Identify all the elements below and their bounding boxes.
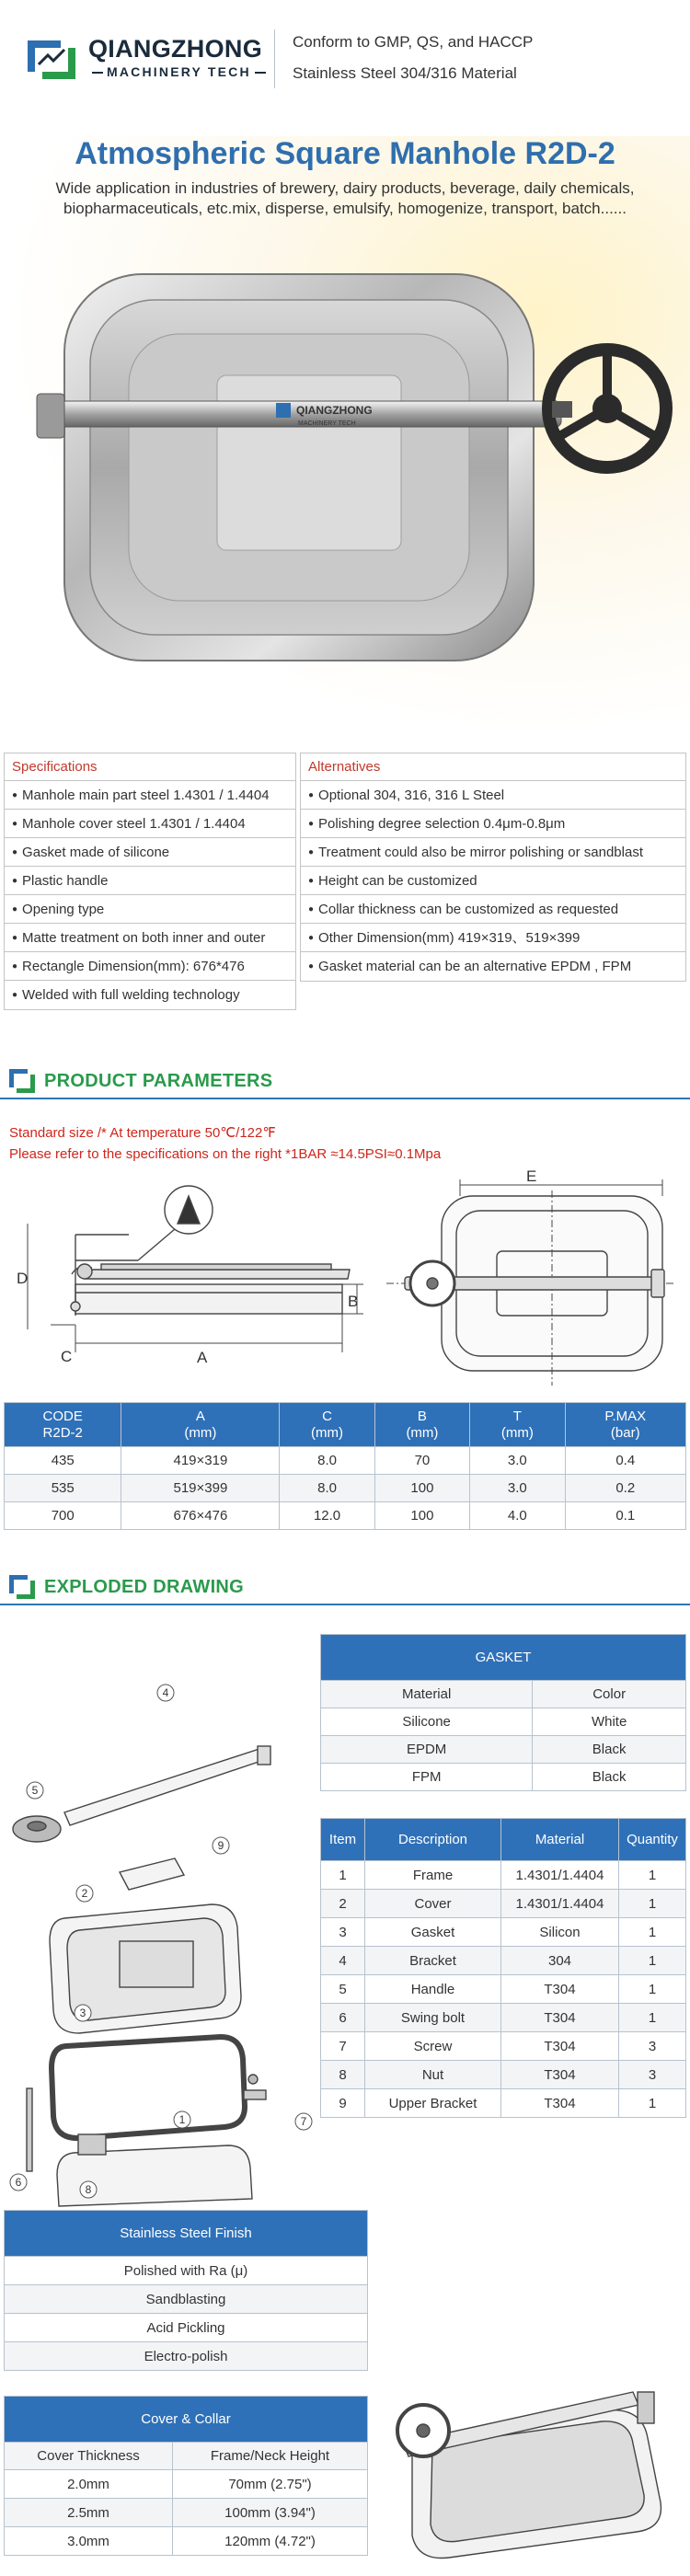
parts-table: Item Description Material Quantity 1 Frame 1.4301/1.4404 1 2 Cover 1.4301/1.4404 1 3 Gasket Silicon 1 4 Bracket 304 1 5 Handle T304 1 6 Swing bolt T304 1 7 Screw T304 3 8 Nut T304 3 9 Upper Bracket T304 1	[320, 1818, 686, 2118]
callout-2: 2	[81, 1887, 88, 1900]
alternatives-title: Alternatives	[301, 753, 685, 781]
alt-item: ● Optional 304, 316, 316 L Steel	[301, 781, 685, 810]
spec-item: ● Manhole main part steel 1.4301 / 1.4404	[5, 781, 295, 810]
finish-table	[4, 2210, 368, 2371]
table-row: 9 Upper Bracket T304 1	[321, 2089, 686, 2118]
product-description: Wide application in industries of brewery, dairy products, beverage, daily chemicals, biopharmaceuticals, etc.mix, disperse, emulsify, homogenize, transport, batch......	[55, 179, 635, 217]
param-header: P.MAX (bar)	[565, 1403, 685, 1447]
spec-item: ● Gasket made of silicone	[5, 838, 295, 867]
table-row: 435 419×319 8.0 70 3.0 0.4	[5, 1447, 686, 1475]
callout-1: 1	[178, 2113, 186, 2126]
param-header: C (mm)	[280, 1403, 374, 1447]
param-header: A (mm)	[121, 1403, 280, 1447]
product-title: Atmospheric Square Manhole R2D-2	[75, 136, 615, 171]
table-row: Electro-polish	[5, 2342, 368, 2371]
spec-item: ● Manhole cover steel 1.4301 / 1.4404	[5, 810, 295, 838]
callout-3: 3	[79, 2007, 86, 2019]
callout-6: 6	[15, 2176, 22, 2189]
spec-item: ● Matte treatment on both inner and outer	[5, 924, 295, 952]
section-title: EXPLODED DRAWING	[44, 1577, 245, 1597]
finish-title: Stainless Steel Finish	[5, 2211, 368, 2257]
callout-8: 8	[85, 2183, 92, 2196]
callout-4: 4	[162, 1686, 169, 1699]
table-row: 3 Gasket Silicon 1	[321, 1918, 686, 1947]
collar-table: Cover & Collar Cover Thickness Frame/Neck Height 2.0mm 70mm (2.75") 2.5mm 100mm (3.94") 3.0mm 120mm (4.72")	[4, 2396, 368, 2556]
exploded-drawing	[0, 1674, 317, 2208]
brand-subtitle: MACHINERY TECH	[88, 64, 270, 79]
specifications-box	[4, 753, 296, 1010]
section-divider	[0, 1604, 690, 1605]
product-parameters-header	[0, 1064, 690, 1100]
svg-text:MACHINERY TECH: MACHINERY TECH	[298, 420, 356, 427]
alt-item: ● Height can be customized	[301, 867, 685, 895]
section-logo-icon	[7, 1573, 37, 1601]
alt-item: ● Treatment could also be mirror polishing or sandblast	[301, 838, 685, 867]
table-row: 5 Handle T304 1	[321, 1975, 686, 2004]
table-row: Silicone White	[321, 1708, 686, 1736]
table-row: 2 Cover 1.4301/1.4404 1	[321, 1890, 686, 1918]
alt-item: ● Collar thickness can be customized as requested	[301, 895, 685, 924]
handwheel-icon	[548, 350, 666, 467]
table-row: 2.5mm 100mm (3.94")	[5, 2499, 368, 2527]
dim-label-b: B	[348, 1293, 359, 1310]
table-row: 7 Screw T304 3	[321, 2032, 686, 2061]
spec-item: ● Opening type	[5, 895, 295, 924]
parameters-table	[4, 1402, 686, 1530]
brand-logo-icon	[24, 37, 79, 83]
header-line-2: Stainless Steel 304/316 Material	[293, 64, 517, 82]
section-divider	[0, 1098, 690, 1099]
table-row: Acid Pickling	[5, 2314, 368, 2342]
table-row: Sandblasting	[5, 2285, 368, 2314]
table-row: EPDM Black	[321, 1736, 686, 1764]
pressure-note: Please refer to the specifications on the right *1BAR ≈14.5PSI≈0.1Mpa	[9, 1146, 442, 1162]
specifications-title: Specifications	[5, 753, 295, 781]
dimension-drawing	[0, 1168, 690, 1398]
dim-label-c: C	[61, 1348, 73, 1365]
table-row: 3.0mm 120mm (4.72")	[5, 2527, 368, 2556]
table-row: 535 519×399 8.0 100 3.0 0.2	[5, 1475, 686, 1502]
dim-label-d: D	[17, 1270, 29, 1287]
dim-label-e: E	[526, 1168, 537, 1185]
hero-section	[0, 136, 690, 736]
spec-item: ● Rectangle Dimension(mm): 676*476	[5, 952, 295, 981]
header-divider	[274, 29, 275, 88]
table-row: 6 Swing bolt T304 1	[321, 2004, 686, 2032]
brand-name: QIANGZHONG	[88, 35, 262, 63]
alternatives-box	[300, 753, 686, 982]
alt-item: ● Other Dimension(mm) 419×319、519×399	[301, 924, 685, 952]
table-row: 8 Nut T304 3	[321, 2061, 686, 2089]
param-header: T (mm)	[470, 1403, 565, 1447]
callout-5: 5	[31, 1784, 39, 1797]
table-row: FPM Black	[321, 1764, 686, 1791]
header-line-1: Conform to GMP, QS, and HACCP	[293, 33, 534, 51]
standard-size-note: Standard size /* At temperature 50℃/122℉	[9, 1125, 276, 1141]
svg-text:QIANGZHONG: QIANGZHONG	[296, 404, 373, 417]
table-row: 4 Bracket 304 1	[321, 1947, 686, 1975]
section-title: PRODUCT PARAMETERS	[44, 1071, 273, 1091]
manhole-product-image	[0, 247, 690, 725]
table-row: Polished with Ra (μ)	[5, 2257, 368, 2285]
spec-item: ● Plastic handle	[5, 867, 295, 895]
param-header: CODE R2D-2	[5, 1403, 121, 1447]
alt-item: ● Gasket material can be an alternative EPDM , FPM	[301, 952, 685, 981]
gasket-title: GASKET	[321, 1635, 686, 1681]
section-logo-icon	[7, 1067, 37, 1095]
callout-7: 7	[300, 2115, 307, 2128]
spec-item: ● Welded with full welding technology	[5, 981, 295, 1009]
table-row: 2.0mm 70mm (2.75")	[5, 2470, 368, 2499]
dim-label-a: A	[197, 1349, 208, 1366]
callout-9: 9	[217, 1839, 224, 1852]
table-row: 1 Frame 1.4301/1.4404 1	[321, 1861, 686, 1890]
param-header: B (mm)	[374, 1403, 469, 1447]
collar-title: Cover & Collar	[5, 2397, 368, 2443]
table-row: 700 676×476 12.0 100 4.0 0.1	[5, 1502, 686, 1530]
assembled-manhole-sketch	[375, 2355, 688, 2567]
alt-item: ● Polishing degree selection 0.4μm-0.8μm	[301, 810, 685, 838]
exploded-drawing-header	[0, 1570, 690, 1606]
page-header	[0, 0, 690, 136]
gasket-table: GASKET Material Color Silicone White EPDM Black FPM Black	[320, 1634, 686, 1791]
